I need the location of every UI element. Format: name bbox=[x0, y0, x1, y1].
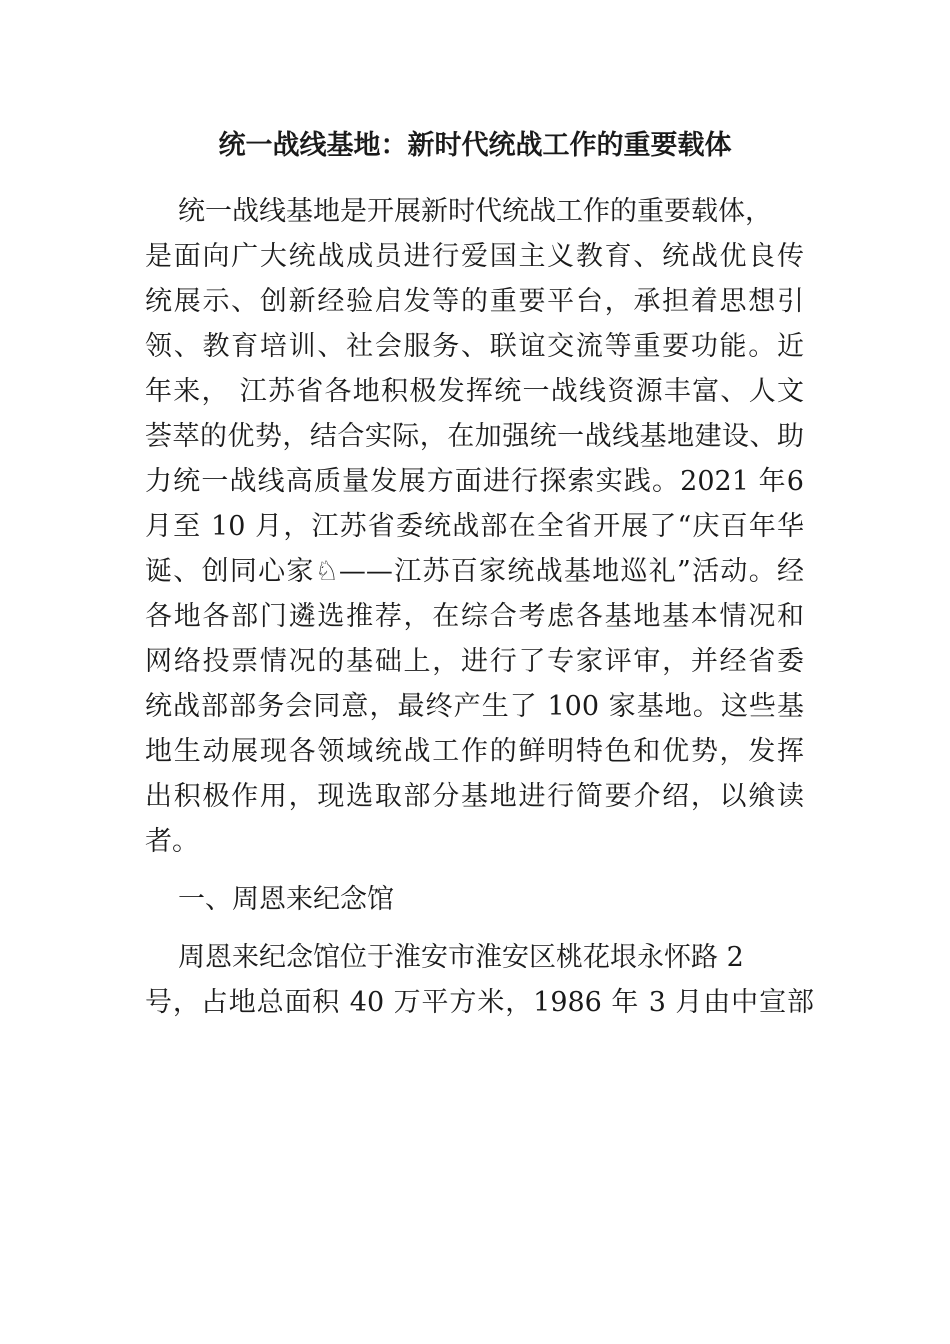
paragraph-line: 统战部部务会同意，最终产生了 100 家基地。这些基 bbox=[145, 691, 804, 722]
paragraph-line: 是面向广大统战成员进行爱国主义教育、统战优良传 bbox=[145, 241, 804, 272]
paragraph-line: 者。 bbox=[145, 826, 199, 857]
document-title: 统一战线基地：新时代统战工作的重要载体 bbox=[218, 130, 732, 161]
paragraph-line: 统一战线基地是开展新时代统战工作的重要载体， bbox=[178, 196, 772, 227]
paragraph-line: 号，占地总面积 40 万平方米，1986 年 3 月由中宣部 bbox=[145, 987, 814, 1018]
section-heading: 一、周恩来纪念馆 bbox=[178, 884, 394, 915]
paragraph-line: 力统一战线高质量发展方面进行探索实践。2021 年6 bbox=[145, 466, 804, 497]
paragraph-line: 诞、创同心家♘——江苏百家统战基地巡礼”活动。经 bbox=[145, 556, 804, 587]
paragraph-line: 周恩来纪念馆位于淮安市淮安区桃花垠永怀路 2 bbox=[178, 942, 744, 973]
paragraph-line: 出积极作用，现选取部分基地进行简要介绍，以飨读 bbox=[145, 781, 804, 812]
paragraph-line: 领、教育培训、社会服务、联谊交流等重要功能。近 bbox=[145, 331, 804, 362]
paragraph-line: 统展示、创新经验启发等的重要平台，承担着思想引 bbox=[145, 286, 804, 317]
paragraph-line: 地生动展现各领域统战工作的鲜明特色和优势，发挥 bbox=[145, 736, 804, 767]
paragraph-line: 年来， 江苏省各地积极发挥统一战线资源丰富、人文 bbox=[145, 376, 804, 407]
paragraph-line: 荟萃的优势，结合实际，在加强统一战线基地建设、助 bbox=[145, 421, 804, 452]
paragraph-line: 月至 10 月，江苏省委统战部在全省开展了“庆百年华 bbox=[145, 511, 804, 542]
paragraph-line: 各地各部门遴选推荐，在综合考虑各基地基本情况和 bbox=[145, 601, 804, 632]
paragraph-line: 网络投票情况的基础上，进行了专家评审，并经省委 bbox=[145, 646, 804, 677]
